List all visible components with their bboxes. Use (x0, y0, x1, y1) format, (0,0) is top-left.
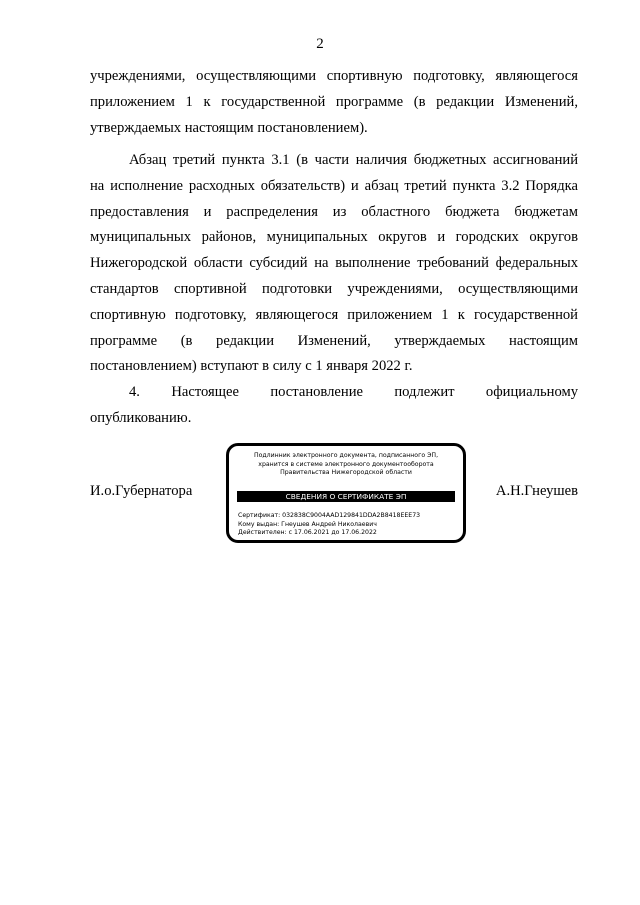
signer-name: А.Н.Гнеушев (495, 483, 578, 499)
text-line: спортивную подготовку, являющегося приложением 1 к государственной (90, 306, 578, 323)
text-line: стандартов спортивной подготовки учреждениями, осуществляющими (90, 280, 578, 297)
text-line: опубликованию. (90, 409, 192, 426)
paragraph-1 (90, 64, 578, 141)
text-line: предоставления и распределения из областного бюджета бюджетам (90, 203, 578, 220)
text-line: программе (в редакции Изменений, утверждаемых настоящим (90, 332, 578, 349)
stamp-header-line: Правительства Нижегородской области (280, 469, 412, 477)
text-line: муниципальных районов, муниципальных округов и городских округов (90, 229, 578, 246)
stamp-certificate-bar: СВЕДЕНИЯ О СЕРТИФИКАТЕ ЭП (237, 491, 455, 502)
stamp-validity: Действителен: с 17.06.2021 до 17.06.2022 (238, 529, 377, 537)
text-line: 4. Настоящее постановление подлежит официальному (129, 384, 578, 400)
paragraph-2 (90, 148, 578, 380)
text-line: Абзац третий пункта 3.1 (в части наличия бюджетных ассигнований (129, 152, 578, 168)
stamp-details (238, 512, 420, 538)
stamp-header (229, 452, 463, 478)
stamp-issued-to: Кому выдан: Гнеушев Андрей Николаевич (238, 520, 377, 528)
stamp-header-line: Подлинник электронного документа, подписанного ЭП, (253, 452, 439, 459)
paragraph-3 (90, 380, 578, 432)
electronic-signature-stamp (226, 443, 466, 543)
text-line: Нижегородской области субсидий на выполнение требований федеральных (90, 255, 578, 272)
text-line: учреждениями, осуществляющими спортивную подготовку, являющегося (90, 68, 578, 84)
stamp-header-line: хранится в системе электронного документооборота (258, 460, 434, 468)
page-number: 2 (316, 36, 324, 52)
text-line: постановлением) вступают в силу с 1 января 2022 г. (90, 358, 413, 375)
text-line: утверждаемых настоящим постановлением). (90, 119, 368, 136)
text-line: приложением 1 к государственной программе (в редакции Изменений, (90, 93, 578, 110)
stamp-certificate-number: Сертификат: 032838C9004AAD129841DDA2B8418EEE73 (238, 512, 421, 519)
signer-position: И.о.Губернатора (90, 483, 193, 499)
text-line: на исполнение расходных обязательств) и абзац третий пункта 3.2 Порядка (90, 177, 578, 194)
